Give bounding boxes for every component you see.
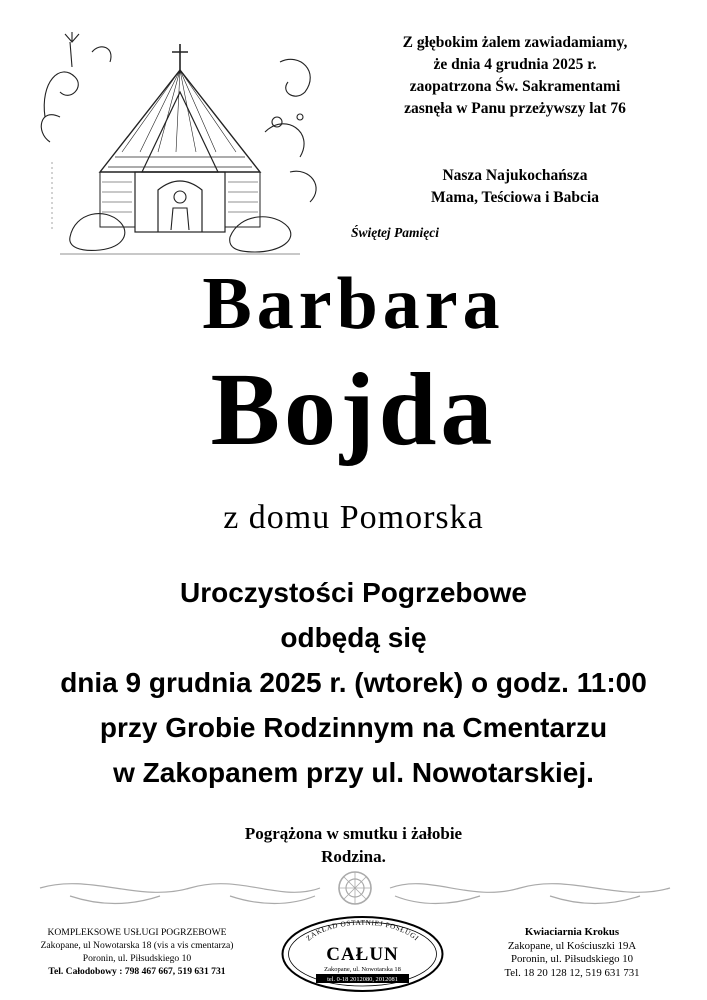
deceased-last-name: Bojda — [210, 352, 497, 467]
funeral-home-phone: Tel. Całodobowy : 798 467 667, 519 631 731 — [48, 966, 226, 977]
florist-address: Poronin, ul. Piłsudskiego 10 — [510, 953, 634, 965]
ceremony-details — [0, 570, 707, 795]
logo-address: Zakopane, ul. Nowotarska 18 — [324, 966, 401, 973]
florist-phone: Tel. 18 20 128 12, 519 631 731 — [504, 966, 640, 979]
florist-name: Kwiaciarnia Krokus — [524, 926, 620, 938]
announcement-line: że dnia 4 grudnia 2025 r. — [433, 56, 597, 73]
funeral-home-address: Zakopane, ul Nowotarska 18 (vis a vis cmentarza) — [40, 940, 234, 951]
florist-address: Zakopane, ul Kościuszki 19A — [507, 939, 637, 952]
funeral-home-info — [12, 926, 262, 978]
logo-phone: tel. 0-18 2012080, 2012081 — [327, 976, 398, 983]
ornament-divider — [30, 868, 680, 908]
ceremony-line: Uroczystości Pogrzebowe — [180, 577, 527, 608]
deceased-first-name: Barbara — [202, 263, 505, 345]
family-line: Nasza Najukochańsza — [442, 167, 588, 184]
announcement-text — [350, 32, 680, 120]
announcement-line: Z głębokim żalem zawiadamiamy, — [402, 34, 628, 51]
family-line: Mama, Teściowa i Babcia — [431, 189, 599, 206]
family-relation — [350, 165, 680, 209]
mourners-line: Rodzina. — [321, 847, 386, 866]
funeral-home-address: Poronin, ul. Piłsudskiego 10 — [82, 953, 192, 964]
ceremony-line: w Zakopanem przy ul. Nowotarskiej. — [113, 757, 594, 788]
mourners-line: Pogrążona w smutku i żałobie — [244, 824, 463, 843]
memory-label: Świętej Pamięci — [350, 225, 440, 240]
logo-brand: CAŁUN — [326, 944, 399, 965]
mourners-signature — [0, 822, 707, 868]
maiden-name: z domu Pomorska — [223, 499, 484, 536]
calun-logo — [280, 915, 445, 993]
chapel-illustration — [30, 22, 330, 262]
logo-arc-text: ZAKŁAD OSTATNIEJ POSŁUGI — [304, 918, 421, 943]
florist-info — [452, 926, 692, 980]
announcement-line: zaopatrzona Św. Sakramentami — [409, 78, 621, 95]
ceremony-line: przy Grobie Rodzinnym na Cmentarzu — [99, 712, 608, 743]
ceremony-line: odbędą się — [280, 622, 427, 653]
announcement-line: zasnęła w Panu przeżywszy lat 76 — [404, 100, 626, 117]
funeral-home-name: KOMPLEKSOWE USŁUGI POGRZEBOWE — [47, 927, 227, 938]
ceremony-line: dnia 9 grudnia 2025 r. (wtorek) o godz. 11:00 — [60, 667, 647, 698]
